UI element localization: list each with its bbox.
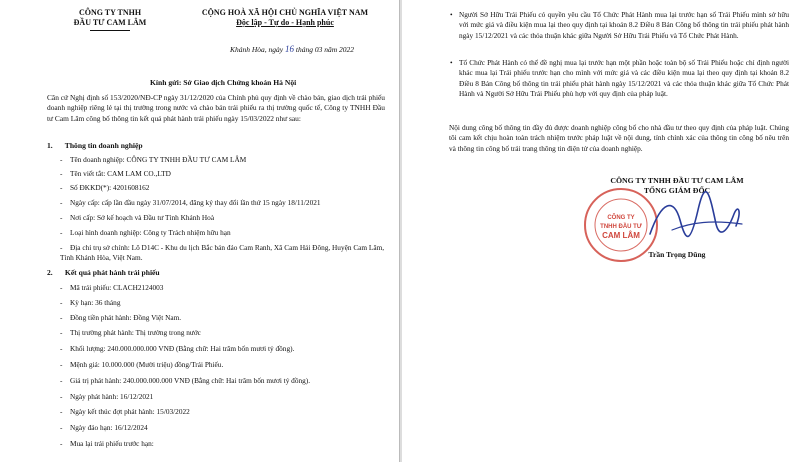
company-name-line2: ĐẦU TƯ CAM LÂM (73, 18, 147, 27)
result-item: - Kỳ hạn: 36 tháng (60, 298, 121, 307)
national-motto: Độc lập - Tự do - Hạnh phúc (236, 18, 334, 27)
info-item: - Tên viết tắt: CAM LAM CO.,LTD (60, 169, 171, 178)
result-currency: Đồng tiền phát hành: Đồng Việt Nam. (70, 313, 182, 322)
result-maturity-date: Ngày đáo hạn: 16/12/2024 (70, 423, 148, 432)
info-item: - Nơi cấp: Sở kế hoạch và Đầu tư Tỉnh Khánh Hoà (60, 213, 215, 222)
section-2-heading (47, 268, 160, 277)
closing-paragraph: Nội dung công bố thông tin đầy đủ được doanh nghiệp công bố cho nhà đầu tư theo quy định của pháp luật. Chúng tôi cam kết chịu hoàn toàn trách nhiệm trước pháp luật về nội dung, tính chính xác của thông tin công bố nêu trên và thông tin công bố trái trang thông tin điện tử của doanh nghiệp. (449, 123, 789, 153)
recipient: Kính gửi: Sở Giao dịch Chứng khoán Hà Nội (150, 78, 297, 87)
info-item: - Số ĐKKD(*): 4201608162 (60, 183, 150, 192)
signatory-name: Trần Trọng Dũng (648, 250, 706, 259)
seal-text-bottom: CAM LÂM (602, 231, 640, 240)
result-item: - Mệnh giá: 10.000.000 (Mười triệu) đồng/Trái Phiếu. (60, 360, 224, 369)
signature-title: TỔNG GIÁM ĐỐC (643, 186, 711, 195)
info-issue-place: Nơi cấp: Sở kế hoạch và Đầu tư Tỉnh Khánh Hoà (70, 213, 215, 222)
intro-paragraph: Căn cứ Nghị định số 153/2020/NĐ-CP ngày 31/12/2020 của Chính phủ quy định về chào bán, giao dịch trái phiếu doanh nghiệp riêng lẻ tại thị trường trong nước và chào bán trái phiếu ra thị trường quốc tế, Công ty TNHH Đầu tư Cam Lâm công bố thông tin kết quả phát hành trái phiếu ngày 15/03/2022 như sau: (47, 93, 385, 123)
result-issue-date: Ngày phát hành: 16/12/2021 (70, 392, 154, 401)
result-item: - Khối lượng: 240.000.000.000 VNĐ (Bằng chữ: Hai trăm bốn mươi tỷ đồng). (60, 344, 295, 353)
result-early-redemption: Mua lại trái phiếu trước hạn: (70, 439, 154, 448)
result-item: - Đồng tiền phát hành: Đồng Việt Nam. (60, 313, 182, 322)
header-divider (90, 30, 130, 31)
result-bond-code: Mã trái phiếu: CLACH2124003 (70, 283, 164, 292)
result-item: - Ngày phát hành: 16/12/2021 (60, 392, 154, 401)
seal-text-mid: TNHH ĐẦU TƯ (600, 224, 642, 230)
document-date (230, 44, 354, 54)
info-item: - Địa chỉ trụ sở chính: Lô D14C - Khu du lịch Bắc bán đảo Cam Ranh, Xã Cam Hải Đông, Huyện Cam Lâm, Tỉnh Khánh Hòa, Việt Nam. (60, 243, 385, 262)
date-suffix: tháng 03 năm 2022 (295, 45, 354, 54)
date-day: 16 (285, 44, 294, 54)
info-business-type: Loại hình doanh nghiệp: Công ty Trách nhiệm hữu hạn (70, 228, 231, 237)
result-issue-value: Giá trị phát hành: 240.000.000.000 VNĐ (Bằng chữ: Hai trăm bốn mươi tỷ đồng). (70, 376, 311, 385)
section-1-title: Thông tin doanh nghiệp (64, 141, 143, 150)
result-item: - Giá trị phát hành: 240.000.000.000 VNĐ (Bằng chữ: Hai trăm bốn mươi tỷ đồng). (60, 376, 311, 385)
section-1-heading (47, 141, 143, 150)
info-company-name: Tên doanh nghiệp: CÔNG TY TNHH ĐẦU TƯ CAM LÂM (70, 155, 247, 164)
result-item: - Ngày đáo hạn: 16/12/2024 (60, 423, 148, 432)
result-term: Kỳ hạn: 36 tháng (70, 298, 121, 307)
signature-company: CÔNG TY TNHH ĐẦU TƯ CAM LÂM (610, 176, 744, 185)
result-item: - Mua lại trái phiếu trước hạn: (60, 439, 154, 448)
redemption-bullet-2 (450, 58, 789, 99)
section-1-number: 1. (47, 141, 53, 150)
result-item: - Mã trái phiếu: CLACH2124003 (60, 283, 164, 292)
result-par-value: Mệnh giá: 10.000.000 (Mười triệu) đồng/Trái Phiếu. (70, 360, 224, 369)
redemption-bullet-2-text: Tổ Chức Phát Hành có thể đề nghị mua lại trước hạn một phần hoặc toàn bộ số Trái Phiếu hoặc chỉ định người khác mua lại Trái phiếu trước hạn cho mình với mức giá và các điều kiện mua lại theo quy định tại khoản 8.2 Điều 8 Bản Công bố thông tin trái phiếu phát hành ngày 15/12/2021 và các thỏa thuận khác giữa Tổ Chức Phát Hành và Người Sở Hữu Trái Phiếu phù hợp với quy định của pháp luật. (459, 58, 789, 98)
document-page-right (402, 0, 800, 462)
result-volume: Khối lượng: 240.000.000.000 VNĐ (Bằng chữ: Hai trăm bốn mươi tỷ đồng). (70, 344, 295, 353)
section-2-title: Kết quả phát hành trái phiếu (64, 268, 160, 277)
redemption-bullet-1-text: Người Sở Hữu Trái Phiếu có quyền yêu cầu Tổ Chức Phát Hành mua lại trước hạn số Trái Phiếu mình sở hữu với mức giá và điều kiện mua lại theo quy định tại khoản 8.2 Điều 8 Bản Công bố thông tin trái phiếu phát hành ngày 15/12/2021 và các thỏa thuận khác giữa Người Sở Hữu Trái Phiếu và Tổ Chức Phát Hành. (459, 10, 789, 40)
bullet-icon: • (450, 10, 453, 19)
handwritten-signature-icon (632, 190, 752, 250)
seal-text-top: CÔNG TY (607, 215, 635, 221)
info-registration-number: Số ĐKKD(*): 4201608162 (70, 183, 150, 192)
info-item: - Ngày cấp: cấp lần đầu ngày 31/07/2014, đăng ký thay đổi lần thứ 15 ngày 18/11/2021 (60, 198, 321, 207)
national-header (180, 8, 390, 28)
info-address: Địa chỉ trụ sở chính: Lô D14C - Khu du lịch Bắc bán đảo Cam Ranh, Xã Cam Hải Đông, Huyện Cam Lâm, Tỉnh Khánh Hòa, Việt Nam. (60, 243, 385, 262)
section-2-number: 2. (47, 268, 53, 277)
result-item: - Ngày kết thúc đợt phát hành: 15/03/2022 (60, 407, 190, 416)
info-item: - Tên doanh nghiệp: CÔNG TY TNHH ĐẦU TƯ CAM LÂM (60, 155, 247, 164)
redemption-bullet-1 (450, 10, 789, 41)
info-item: - Loại hình doanh nghiệp: Công ty Trách nhiệm hữu hạn (60, 228, 231, 237)
result-end-date: Ngày kết thúc đợt phát hành: 15/03/2022 (70, 407, 190, 416)
company-header (60, 8, 160, 31)
national-title: CỘNG HOÀ XÃ HỘI CHỦ NGHĨA VIỆT NAM (201, 8, 369, 17)
bullet-icon: • (450, 58, 453, 67)
result-item: - Thị trường phát hành: Thị trường trong nước (60, 328, 201, 337)
result-market: Thị trường phát hành: Thị trường trong nước (70, 328, 201, 337)
company-name-line1: CÔNG TY TNHH (78, 8, 142, 17)
date-prefix: Khánh Hòa, ngày (230, 45, 284, 54)
info-issue-date: Ngày cấp: cấp lần đầu ngày 31/07/2014, đăng ký thay đổi lần thứ 15 ngày 18/11/2021 (70, 198, 321, 207)
info-short-name: Tên viết tắt: CAM LAM CO.,LTD (70, 169, 171, 178)
